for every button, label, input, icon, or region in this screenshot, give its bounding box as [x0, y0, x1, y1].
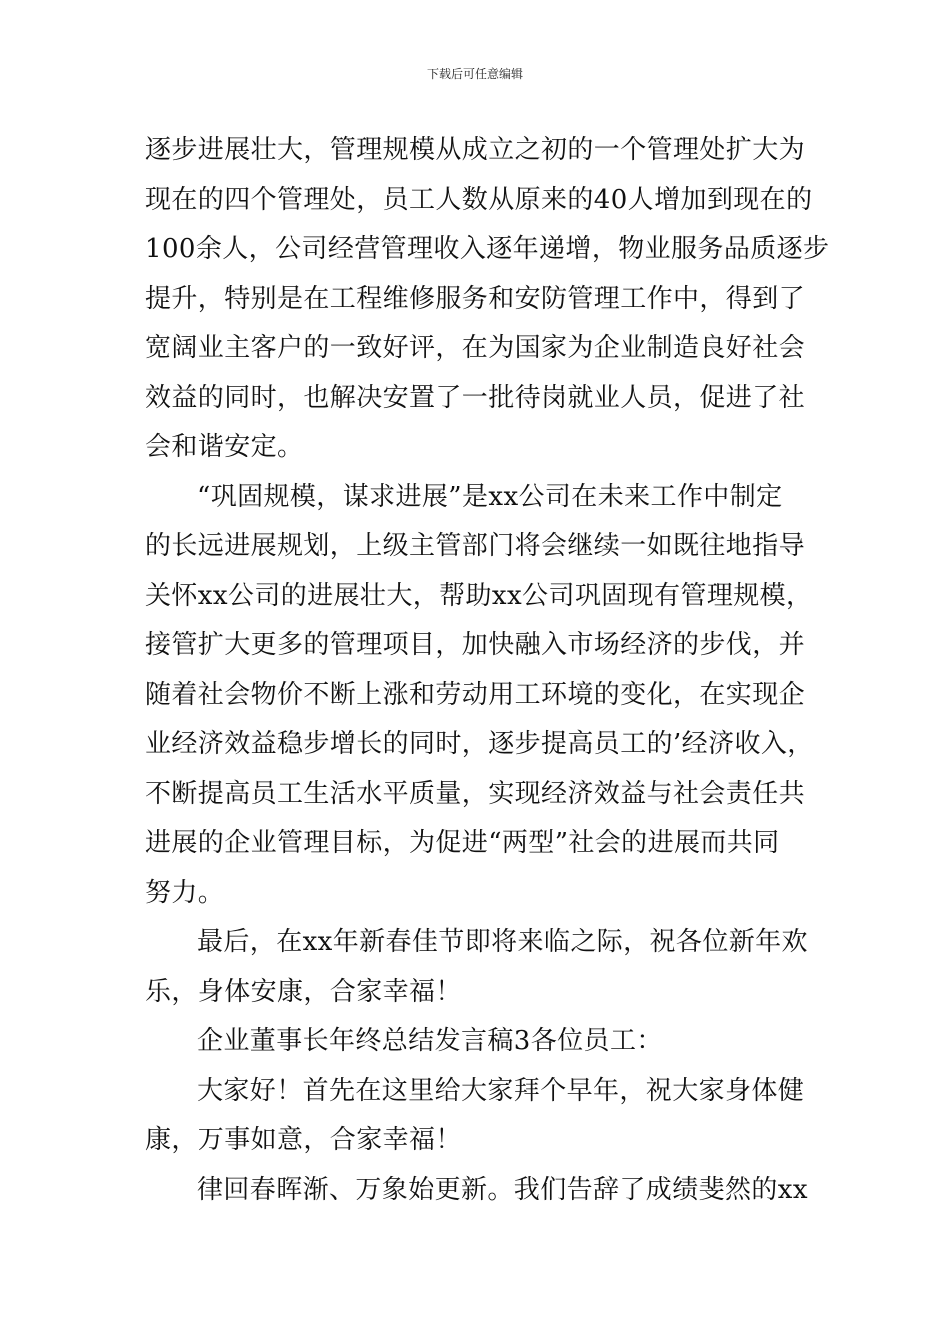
- text-line: 效益的同时，也解决安置了一批待岗就业人员，促进了社: [145, 382, 806, 413]
- paragraph-start-line: “巩固规模，谋求进展”是xx公司在未来工作中制定: [197, 481, 783, 512]
- text-line: 不断提高员工生活水平质量，实现经济效益与社会责任共: [145, 778, 806, 809]
- text-line: 努力。: [145, 877, 225, 908]
- paragraph-start-line: 最后，在xx年新春佳节即将来临之际，祝各位新年欢: [197, 927, 808, 957]
- text-line: 100余人，公司经营管理收入逐年递增，物业服务品质逐步: [145, 234, 830, 264]
- text-line: 关怀xx公司的进展壮大，帮助xx公司巩固现有管理规模，: [145, 580, 813, 611]
- text-line: 乐，身体安康，合家幸福！: [145, 976, 462, 1007]
- document-body: [145, 126, 830, 1215]
- section-heading-line: 企业董事长年终总结发言稿3各位员工：: [197, 1026, 663, 1056]
- text-line: 康，万事如意，合家幸福！: [145, 1125, 462, 1155]
- page-header: 下载后可任意编辑: [426, 67, 523, 81]
- text-line: 逐步进展壮大，管理规模从成立之初的一个管理处扩大为: [145, 135, 806, 165]
- text-line: 会和谐安定。: [145, 432, 304, 462]
- text-line: 进展的企业管理目标，为促进“两型”社会的进展而共同: [145, 828, 780, 858]
- text-line: 接管扩大更多的管理项目，加快融入市场经济的步伐，并: [145, 630, 806, 660]
- paragraph-start-line: 律回春晖渐、万象始更新。我们告辞了成绩斐然的xx: [197, 1174, 808, 1205]
- paragraph-start-line: 大家好！首先在这里给大家拜个早年，祝大家身体健: [197, 1075, 805, 1106]
- text-line: 随着社会物价不断上涨和劳动用工环境的变化，在实现企: [145, 679, 806, 710]
- text-line: 业经济效益稳步增长的同时，逐步提高员工的’经济收入，: [145, 729, 814, 759]
- text-line: 现在的四个管理处，员工人数从原来的40人增加到现在的: [145, 184, 813, 215]
- text-line: 提升，特别是在工程维修服务和安防管理工作中，得到了: [145, 283, 806, 314]
- text-line: 宽阔业主客户的一致好评，在为国家为企业制造良好社会: [145, 333, 806, 363]
- text-line: 的长远进展规划，上级主管部门将会继续一如既往地指导: [145, 531, 806, 561]
